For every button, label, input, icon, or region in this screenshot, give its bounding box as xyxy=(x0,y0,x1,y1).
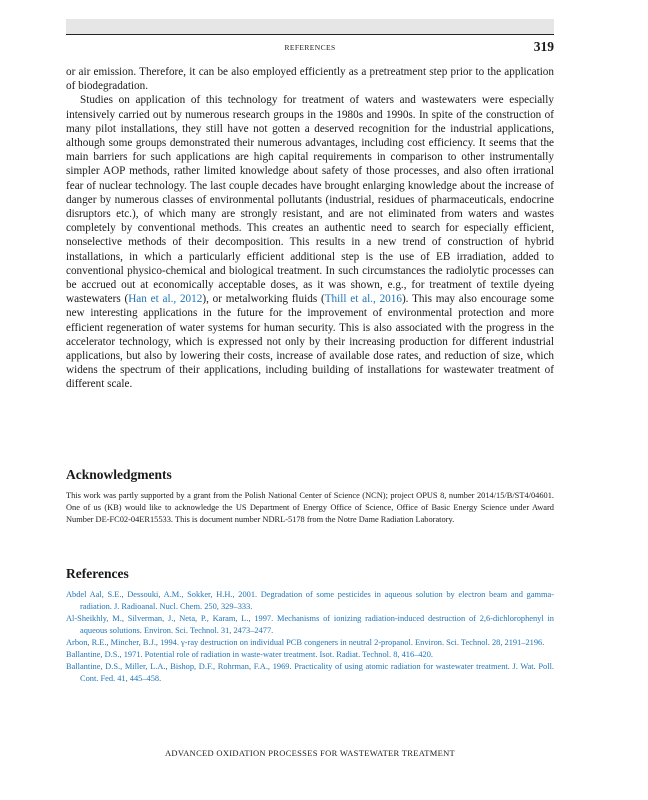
paragraph-2-part-3: ). This may also encourage some new interesting applications in the future for the improvement of environmental protection and more efficient regeneration of water systems for human security. This is also associated with the progress in the accelerator technology, which is expressed not only by their increasing production for different industrial applications, but also by lowering their costs, increase of available dose rates, and reduction of size, which widens the spectrum of their applications, including building of installations for wastewater treatment of different scale. xyxy=(66,293,554,391)
page-number: 319 xyxy=(533,39,554,54)
acknowledgments-text: This work was partly supported by a grant from the Polish National Center of Science (NCN); project OPUS 8, number 2014/15/B/ST4/04601. One of us (KB) would like to acknowledge the US Department of Energy Office of Science, Office of Basic Energy Science under Award Number DE-FC02-04ER15533. This is document number NDRL-5178 from the Notre Dame Radiation Laboratory. xyxy=(66,491,554,524)
paragraph-2-part-2: ), or metalworking fluids ( xyxy=(202,293,325,306)
citation-thill-2016[interactable]: Thill et al., 2016 xyxy=(324,293,402,306)
running-head xyxy=(66,40,554,56)
header-bar xyxy=(66,19,554,34)
citation-han-2012[interactable]: Han et al., 2012 xyxy=(128,293,203,306)
header-rule xyxy=(66,34,554,35)
reference-item-1[interactable]: Abdel Aal, S.E., Dessouki, A.M., Sokker, H.H., 2001. Degradation of some pesticides in aqueous solution by electron beam and gamma-radiation. J. Radioanal. Nucl. Chem. 250, 329–333. xyxy=(66,590,554,611)
reference-item-3[interactable]: Arbon, R.E., Mincher, B.J., 1994. γ-ray destruction on individual PCB congeners in neutral 2-propanol. Environ. Sci. Technol. 28, 2191–2196. xyxy=(66,638,545,647)
running-title: REFERENCES xyxy=(284,43,336,52)
reference-item-2[interactable]: Al-Sheikhly, M., Silverman, J., Neta, P., Karam, L., 1997. Mechanisms of ionizing radiation-induced destruction of 2,6-dichlorophenyl in aqueous solutions. Environ. Sci. Technol. 31, 2473–2477. xyxy=(66,614,554,635)
acknowledgments-heading: Acknowledgments xyxy=(66,467,172,482)
reference-list xyxy=(66,589,554,685)
body-text xyxy=(66,65,554,392)
references-heading: References xyxy=(66,566,129,581)
reference-item-5[interactable]: Ballantine, D.S., Miller, L.A., Bishop, D.F., Rohrman, F.A., 1969. Practicality of using atomic radiation for wastewater treatment. J. Wat. Poll. Cont. Fed. 41, 445–458. xyxy=(66,662,554,683)
paragraph-1: or air emission. Therefore, it can be also employed efficiently as a pretreatment step prior to the application of biodegradation. xyxy=(66,66,554,93)
footer-book-title: ADVANCED OXIDATION PROCESSES FOR WASTEWATER TREATMENT xyxy=(164,748,456,758)
reference-item-4[interactable]: Ballantine, D.S., 1971. Potential role of radiation in waste-water treatment. Isot. Radiat. Technol. 8, 416–420. xyxy=(66,650,433,659)
paragraph-2-part-1: Studies on application of this technology for treatment of waters and wastewaters were especially intensively carried out by numerous research groups in the 1980s and 1990s. In spite of the construction of many pilot installations, they still have not gotten a deserved recognition for the industrial applications, although some groups demonstrated their numerous advantages, including cost efficiency. It seems that the main barriers for such applications are high capital requirements in comparison to other instrumentally simpler AOP methods, rather limited knowledge about safety of those processes, and also often irrational fear of nuclear technology. The last couple decades have brought enlarging knowledge about the increase of danger by numerous classes of environmental pollutants (industrial, residues of pharmaceuticals, endocrine disruptors etc.), of which many are strongly resistant, and are not eliminated from waters and wastes completely by conventional methods. This creates an authentic need to search for especially efficient, nonselective methods of their decomposition. This results in a new trend of construction of hybrid installations, in which a particularly efficient additional step is the use of EB irradiation, added to conventional physico-chemical and biological treatment. In such circumstances the radiolytic processes can be accrued out at economically acceptable doses, as it was shown, e.g., for treatment of textile dyeing wastewaters ( xyxy=(66,94,554,306)
paragraph-2 xyxy=(66,93,554,391)
